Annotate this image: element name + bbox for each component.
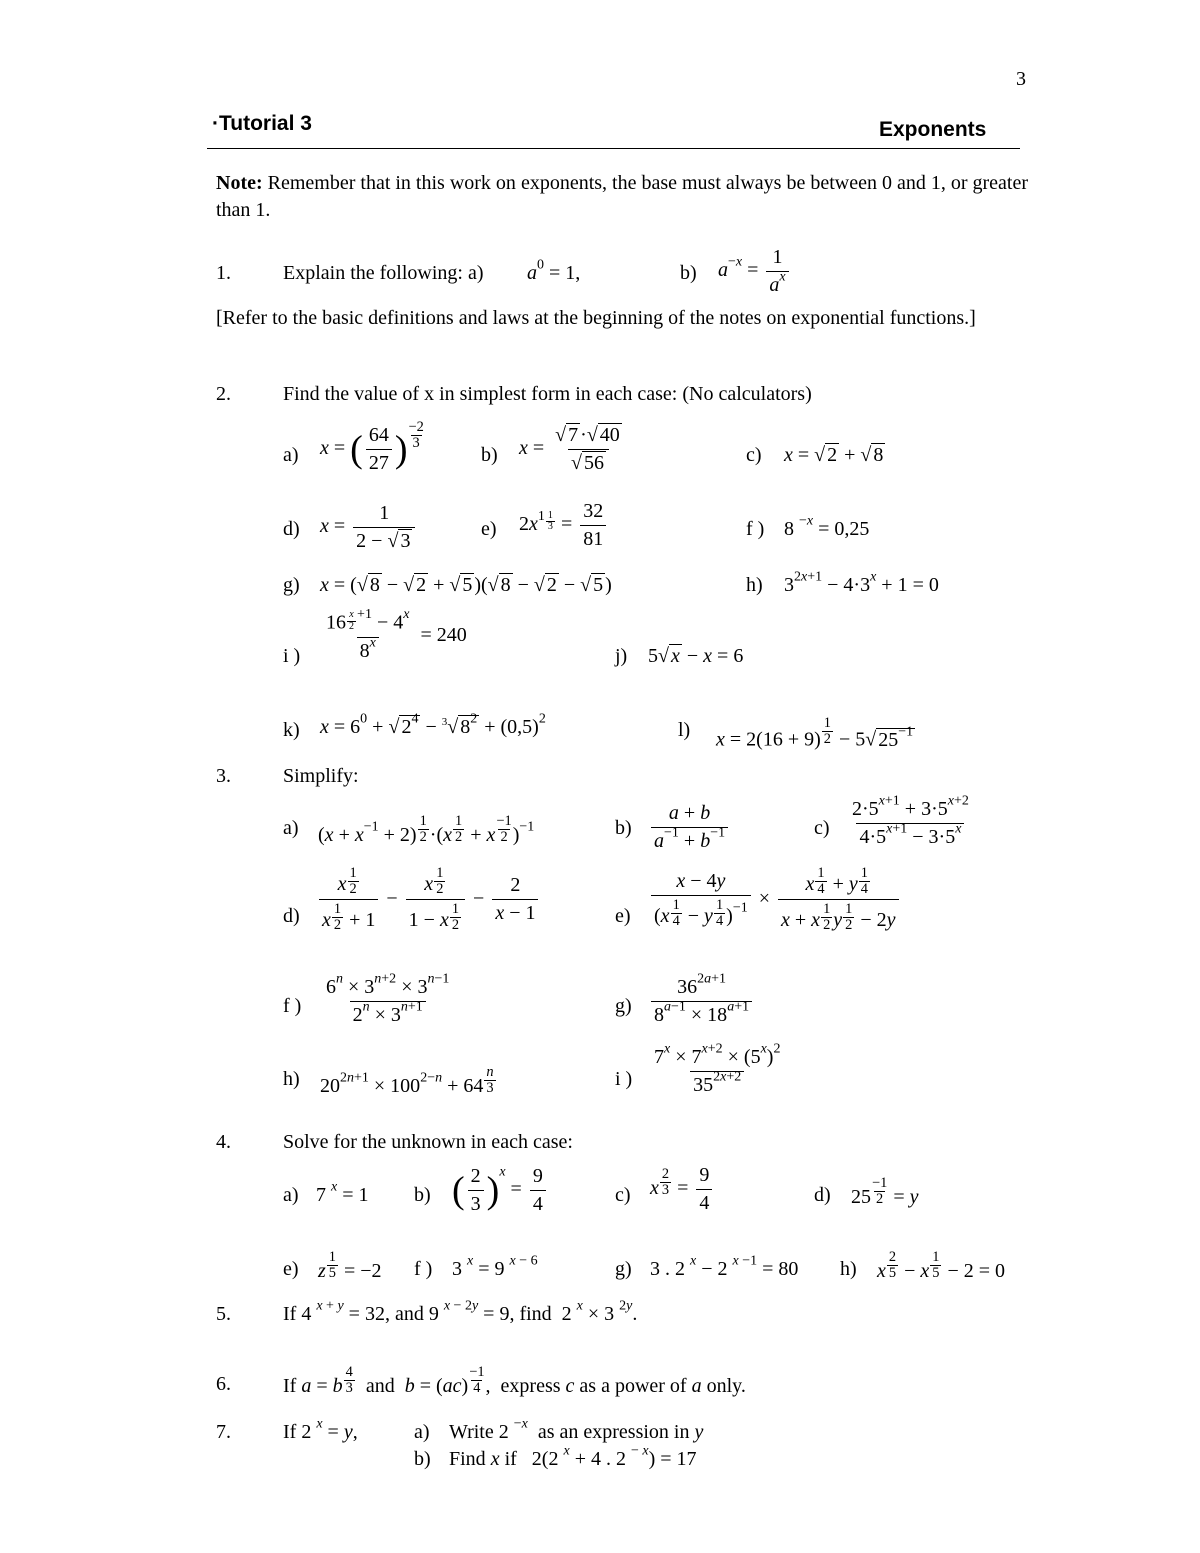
q3-f-label: f ) <box>283 995 302 1017</box>
header-rule <box>207 148 1020 149</box>
q4-d-label: d) <box>814 1184 831 1206</box>
q2-intro: Find the value of x in simplest form in each case: (No calculators) <box>283 383 812 405</box>
q6-text: If a = b $\frac{4}{3}$ and b = (ac) $\frac{-1}{4}$ , express c as a power of a only. <box>283 1364 746 1397</box>
q4-b-label: b) <box>414 1184 431 1206</box>
q3-b-label: b) <box>615 817 632 839</box>
q2-f-expr: 8 $^{-x}$ = 0,25 <box>784 513 870 540</box>
q4-intro: Solve for the unknown in each case: <box>283 1131 573 1153</box>
q4-e-expr: z $\frac{1}{5}$ = −2 <box>318 1249 382 1282</box>
q7-a-text: Write 2 $^{-x}$ as an expression in y <box>449 1416 704 1443</box>
q2-c-label: c) <box>746 444 762 466</box>
q2-number: 2. <box>216 383 231 405</box>
q1-reference: [Refer to the basic definitions and laws at the beginning of the notes on exponential functions.] <box>216 307 976 329</box>
page-number: 3 <box>1016 68 1026 90</box>
q4-h-expr: x $\frac{2}{5}$ − x $\frac{1}{5}$ − 2 = 0 <box>877 1249 1006 1282</box>
q4-a-expr: 7 $^x$ = 1 <box>316 1179 369 1206</box>
subject-title: Exponents <box>879 118 987 141</box>
q3-f-expr: $\frac{6^n \times 3^{n+2} \times 3^{n-1}}{2^n \times 3^{n+1}}$ <box>326 971 450 1026</box>
q4-h-label: h) <box>840 1258 857 1280</box>
q3-a-expr: $(x + x^{-1} + 2)$ $\frac{1}{2}$ ·(x $\frac{1}{2}$ + x $\frac{-1}{2}$ )$^{-1}$ <box>318 813 535 846</box>
q3-g-expr: $\frac{36^{2a+1}}{8^{a-1} \times 18^{a+1}}$ <box>648 976 755 1027</box>
q2-a-expr: x = ( $\frac{64}{27}$ ) $\frac{-2}{3}$ <box>320 419 424 474</box>
q3-c-expr: $\frac{2\cdot 5^{x+1} + 3\cdot 5^{x+2}}{4\cdot 5^{x+1} - 3\cdot 5^x}$ <box>852 793 969 848</box>
q7-text: If 2 $^x$ = y, <box>283 1416 358 1443</box>
q4-a-label: a) <box>283 1184 299 1206</box>
q2-e-label: e) <box>481 518 497 540</box>
q3-i-label: i ) <box>615 1068 633 1090</box>
q2-c-expr: x = √ 2 + √ 8 <box>784 444 884 466</box>
q3-b-expr: $\frac{a + b}{a^{-1} + b^{-1}}$ <box>648 802 731 853</box>
q4-c-label: c) <box>615 1184 631 1206</box>
q1-b-expr: $a^{-x}$ = $\frac{1}{a^x}$ <box>718 246 792 297</box>
tutorial-title: ·Tutorial 3 <box>212 112 312 135</box>
q2-d-expr: x = $\frac{1}{2 - √ 3}$ <box>320 502 418 553</box>
q5-text: If 4 $^{x + y}$ = 32, and 9 $^{x - 2y}$ = 9, find 2 $^x$ × 3 $^{2y}$. <box>283 1298 638 1325</box>
q3-number: 3. <box>216 765 231 787</box>
q2-b-label: b) <box>481 444 498 466</box>
q2-l-expr: x = 2(16 + 9) $\frac{1}{2}$ − 5√ $25^{-1}$ <box>716 715 914 751</box>
q2-l-label: l) <box>678 719 691 741</box>
q2-k-expr: $x = 6^0$ + √ $2^4 - ^3√$ $8^2 + (0,5)^2$ <box>320 711 546 738</box>
q4-c-expr: x $\frac{2}{3}$ = $\frac{9}{4}$ <box>650 1164 715 1215</box>
q2-d-label: d) <box>283 518 300 540</box>
q6-number: 6. <box>216 1373 231 1395</box>
q4-g-label: g) <box>615 1258 632 1280</box>
q2-h-label: h) <box>746 574 763 596</box>
q7-b-text: Find x if 2(2 $^x$ + 4 . 2 $^{- x}$) = 17 <box>449 1443 697 1470</box>
q2-i-label: i ) <box>283 645 301 667</box>
q3-i-expr: $\frac{7^x \times 7^{x+2} \times (5^x)^2}{35^{2x+2}}$ <box>654 1041 781 1096</box>
q3-d-label: d) <box>283 905 300 927</box>
q3-h-label: h) <box>283 1068 300 1090</box>
q3-c-label: c) <box>814 817 830 839</box>
q1-b-label: b) <box>680 262 697 284</box>
q2-h-expr: $3^{2x+1} - 4\cdot 3^x + 1 = 0$ <box>784 569 939 596</box>
q1-text: Explain the following: a) <box>283 262 484 284</box>
q2-a-label: a) <box>283 444 299 466</box>
q2-f-label: f ) <box>746 518 765 540</box>
q3-e-label: e) <box>615 905 631 927</box>
q1-a-expr: $a^0 = 1$, <box>527 257 581 284</box>
q7-number: 7. <box>216 1421 231 1443</box>
q4-b-expr: ( $\frac{2}{3}$ )$^x$ = $\frac{9}{4}$ <box>452 1165 549 1216</box>
q3-d-expr: x $\frac{1}{2}$ x $\frac{1}{2}$ + 1 − x $\frac{1}{2}$ 1 − x $\frac{1}{2}$ − $\frac{2}{x - 1}$ <box>316 866 541 934</box>
q3-h-expr: $20^{2n+1} \times 100^{2-n} + 64$ $\frac{n}{3}$ <box>320 1064 494 1097</box>
q2-g-expr: x = (√ 8 − √ 2 + √ 5 )(√ 8 − √ 2 − √ 5 ) <box>320 574 612 596</box>
q3-g-label: g) <box>615 995 632 1017</box>
q3-a-label: a) <box>283 817 299 839</box>
note-label: Note: <box>216 172 263 194</box>
q3-intro: Simplify: <box>283 765 359 787</box>
q2-j-expr: 5√ x − x = 6 <box>648 645 744 667</box>
q2-i-expr: 16 $^{\frac{x}{2} +1} - 4^x$ 8$^x$ = 240 <box>326 607 467 662</box>
q2-g-label: g) <box>283 574 300 596</box>
q5-number: 5. <box>216 1303 231 1325</box>
q2-b-expr: x = $\frac{√ 7 \cdot√ 40}{√ 56}$ <box>519 424 620 474</box>
q4-f-label: f ) <box>414 1258 433 1280</box>
q4-g-expr: 3 . 2 $^x$ − 2 $^{x -1}$ = 80 <box>650 1253 799 1280</box>
q3-e-expr: x − 4y (x $\frac{1}{4}$ − y $\frac{1}{4}$ )$^{-1}$ × x $\frac{1}{4}$ + y $\frac{1}{4}$ x + x $\frac{1}{2}$ y $\frac{1}{2}$ − 2y <box>648 866 902 934</box>
note-text: Remember that in this work on exponents, the base must always be between 0 and 1, or greater than 1. <box>216 172 1028 221</box>
q1-number: 1. <box>216 262 231 284</box>
q2-k-label: k) <box>283 719 300 741</box>
q4-d-expr: 25 $\frac{-1}{2}$ = y <box>851 1175 919 1208</box>
q4-e-label: e) <box>283 1258 299 1280</box>
q2-j-label: j) <box>615 645 628 667</box>
q7-b-label: b) <box>414 1448 431 1470</box>
q4-number: 4. <box>216 1131 231 1153</box>
note-paragraph <box>216 170 1028 224</box>
q4-f-expr: 3 $^x$ = 9 $^{x - 6}$ <box>452 1253 538 1280</box>
q7-a-label: a) <box>414 1421 430 1443</box>
q2-e-expr: $2x^{1 \frac{1}{3}}$ = $\frac{32}{81}$ <box>519 500 609 551</box>
